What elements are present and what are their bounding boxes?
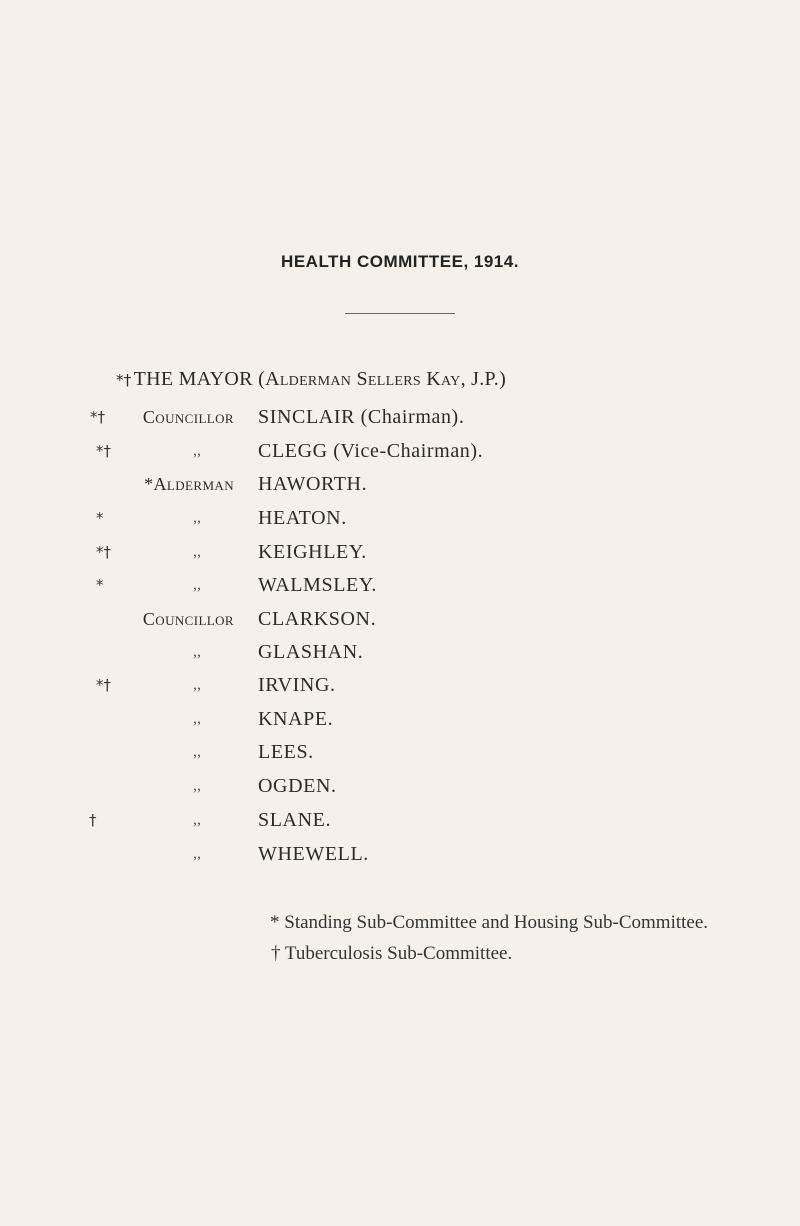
member-name: IRVING.: [258, 674, 336, 696]
member-row: [0, 467, 800, 501]
ditto-mark: ,,: [193, 811, 201, 828]
member-row: [0, 400, 800, 434]
member-name: WHEWELL.: [258, 843, 369, 865]
member-name: CLEGG (Vice-Chairman).: [258, 440, 484, 462]
membership-marks: *†: [96, 442, 111, 460]
member-name: SINCLAIR (Chairman).: [258, 406, 465, 428]
mayor-title: THE MAYOR (: [133, 368, 266, 390]
membership-marks: *†: [116, 371, 132, 389]
member-name: GLASHAN.: [258, 641, 364, 663]
member-name: KEIGHLEY.: [258, 541, 367, 563]
member-row: [0, 602, 800, 636]
title-divider: [345, 313, 455, 314]
member-title: Councillor: [142, 609, 234, 629]
ditto-mark: ,,: [193, 509, 201, 526]
member-name: HAWORTH.: [258, 473, 368, 495]
member-name: SLANE.: [258, 809, 332, 831]
member-name: CLARKSON.: [258, 608, 377, 630]
member-row: [0, 769, 800, 803]
mayor-suffix: , J.P.): [460, 368, 507, 390]
member-row: [0, 635, 800, 669]
membership-marks: †: [89, 811, 97, 829]
member-name: LEES.: [258, 741, 314, 763]
membership-marks: *: [96, 576, 104, 594]
member-title: Councillor: [142, 407, 234, 427]
ditto-mark: ,,: [193, 643, 201, 660]
page-title: HEALTH COMMITTEE, 1914.: [281, 252, 519, 271]
membership-marks: *: [96, 509, 104, 527]
member-row: [0, 535, 800, 569]
membership-marks: *†: [96, 676, 111, 694]
ditto-mark: ,,: [193, 543, 201, 560]
member-title: *Alderman: [144, 474, 234, 494]
ditto-mark: ,,: [193, 442, 201, 459]
ditto-mark: ,,: [193, 676, 201, 693]
mayor-line: [116, 368, 506, 391]
member-row: [0, 668, 800, 702]
member-name: HEATON.: [258, 507, 347, 529]
member-row: [0, 434, 800, 468]
member-row: [0, 501, 800, 535]
ditto-mark: ,,: [193, 710, 201, 727]
member-name: WALMSLEY.: [258, 574, 377, 596]
ditto-mark: ,,: [193, 743, 201, 760]
member-row: [0, 837, 800, 871]
member-row: [0, 803, 800, 837]
member-name: OGDEN.: [258, 775, 337, 797]
member-row: [0, 735, 800, 769]
ditto-mark: ,,: [193, 777, 201, 794]
footnote-tuberculosis: † Tuberculosis Sub-Committee.: [271, 943, 513, 964]
ditto-mark: ,,: [193, 576, 201, 593]
member-name: KNAPE.: [258, 708, 334, 730]
mayor-name: Alderman Sellers Kay: [265, 368, 461, 390]
membership-marks: *†: [90, 408, 105, 426]
ditto-mark: ,,: [193, 845, 201, 862]
footnote-standing: * Standing Sub-Committee and Housing Sub-Committee.: [270, 912, 709, 933]
member-row: [0, 568, 800, 602]
membership-marks: *†: [96, 543, 111, 561]
member-row: [0, 702, 800, 736]
